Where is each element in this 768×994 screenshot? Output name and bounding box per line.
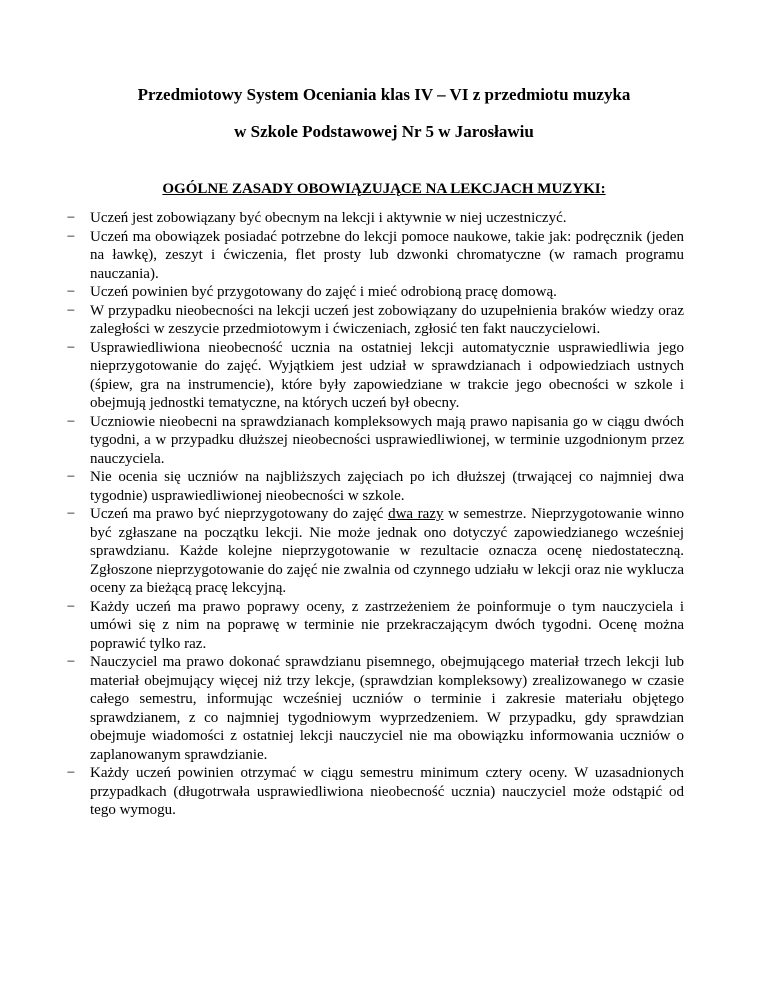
bullet-dash: − bbox=[66, 339, 76, 356]
rule-text-underlined: dwa razy bbox=[388, 506, 444, 522]
rule-text: Uczniowie nieobecni na sprawdzianach kompleksowych mają prawo napisania go w ciągu dwóch tygodni, a w przypadku dłuższej nieobecności usprawiedliwionej, w terminie uzgodnionym przez nauczyciela. bbox=[90, 413, 684, 467]
rule-item bbox=[66, 653, 684, 764]
rule-text: Uczeń ma obowiązek posiadać potrzebne do lekcji pomoce naukowe, takie jak: podręcznik (jeden na ławkę), zeszyt i ćwiczenia, flet prosty lub dzwonki chromatyczne (w ramach programu nauczania). bbox=[90, 228, 684, 282]
bullet-dash: − bbox=[66, 598, 76, 615]
section-heading: OGÓLNE ZASADY OBOWIĄZUJĄCE NA LEKCJACH MUZYKI: bbox=[162, 181, 606, 197]
rule-item bbox=[66, 283, 684, 302]
rule-text: Uczeń powinien być przygotowany do zajęć i mieć odrobioną pracę domową. bbox=[90, 284, 557, 300]
document-title: Przedmiotowy System Oceniania klas IV – VI z przedmiotu muzyka bbox=[137, 85, 631, 104]
rule-item bbox=[66, 505, 684, 598]
rule-item bbox=[66, 598, 684, 654]
rule-item bbox=[66, 302, 684, 339]
bullet-dash: − bbox=[66, 654, 76, 670]
bullet-dash: − bbox=[66, 284, 76, 300]
bullet-dash: − bbox=[66, 302, 76, 319]
rule-text: Uczeń jest zobowiązany być obecnym na lekcji i aktywnie w niej uczestniczyć. bbox=[90, 210, 567, 226]
rule-text: Nauczyciel ma prawo dokonać sprawdzianu pisemnego, obejmującego materiał trzech lekcji lub materiał obejmujący więcej niż trzy lekcje, (sprawdzian kompleksowy) zrealizowanego w czasie całego semestru, informując wcześniej uczniów o terminie i zakresie materiału objętego sprawdzianem, z co najmniej tygodniowym wyprzedzeniem. W przypadku, gdy sprawdzian obejmuje wiadomości z ostatniej lekcji nauczyciel nie ma obowiązku informowania uczniów o zaplanowanym sprawdzianie. bbox=[90, 654, 684, 763]
document-subtitle: w Szkole Podstawowej Nr 5 w Jarosławiu bbox=[234, 122, 534, 141]
rule-item bbox=[66, 468, 684, 505]
rule-item bbox=[66, 413, 684, 469]
rule-text: Nie ocenia się uczniów na najbliższych zajęciach po ich dłuższej (trwającej co najmniej dwa tygodnie) usprawiedliwionej nieobecności w szkole. bbox=[90, 469, 684, 504]
rule-text: W przypadku nieobecności na lekcji uczeń jest zobowiązany do uzupełnienia braków wiedzy oraz zaległości w zeszycie przedmiotowym i ćwiczeniach, zgłosić ten fakt nauczycielowi. bbox=[90, 302, 684, 337]
rule-text: Każdy uczeń powinien otrzymać w ciągu semestru minimum cztery oceny. W uzasadnionych przypadkach (długotrwała usprawiedliwiona nieobecność ucznia) nauczyciel może odstąpić od tego wymogu. bbox=[90, 765, 684, 818]
rule-text: Usprawiedliwiona nieobecność ucznia na ostatniej lekcji automatycznie usprawiedliwia jego nieprzygotowanie do zajęć. Wyjątkiem jest udział w sprawdzianach i odpowiedziach ustnych (śpiew, gra na instrumencie), które były zapowiedziane w trakcie jego obecności w szkole i obejmują jednostki tematyczne, na których uczeń był obecny. bbox=[90, 339, 684, 411]
bullet-dash: − bbox=[66, 469, 76, 485]
rules-list bbox=[66, 209, 684, 820]
rule-item bbox=[66, 209, 684, 228]
bullet-dash: − bbox=[66, 413, 76, 430]
bullet-dash: − bbox=[66, 765, 76, 781]
bullet-dash: − bbox=[66, 228, 76, 245]
rule-text: Każdy uczeń ma prawo poprawy oceny, z zastrzeżeniem że poinformuje o tym nauczyciela i umówi się z nim na poprawę w terminie nie przekraczającym dwóch tygodni. Ocenę można poprawić tylko raz. bbox=[90, 598, 684, 652]
rule-item bbox=[66, 764, 684, 820]
rule-text-before: Uczeń ma prawo być nieprzygotowany do zajęć bbox=[90, 506, 389, 522]
bullet-dash: − bbox=[66, 506, 76, 522]
rule-item bbox=[66, 228, 684, 284]
rule-item bbox=[66, 339, 684, 413]
bullet-dash: − bbox=[66, 210, 76, 226]
rule-text-after: w semestrze. Nieprzygotowanie winno być zgłaszane na początku lekcji. Nie może jednak ono dotyczyć zapowiedzianego wcześniej sprawdzianu. Każde kolejne nieprzygotowanie w rezultacie oznacza ocenę niedostateczną. Zgłoszone nieprzygotowanie do zajęć nie zwalnia od czynnego udziału w lekcji oraz nie wyklucza oceny za bieżącą pracę lekcyjną. bbox=[90, 506, 684, 596]
